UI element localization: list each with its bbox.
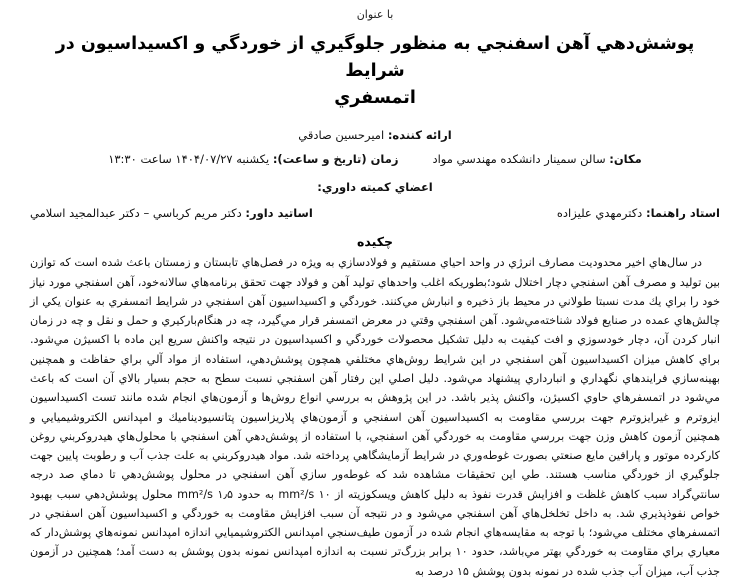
title-line-1: پوشش‌دهي آهن اسفنجي به منظور جلوگيري از خوردگي و اكسيداسيون در شرايط <box>55 34 695 82</box>
place-item <box>432 152 641 166</box>
title-line-2: اتمسفري <box>334 88 416 109</box>
place-value: سالن سمينار دانشكده مهندسي مواد <box>432 152 606 167</box>
place-label: مكان: <box>609 152 642 167</box>
presenter-row <box>28 128 722 142</box>
page-title <box>49 31 701 112</box>
abstract-heading: چكيده <box>357 234 393 250</box>
time-label: زمان (تاريخ و ساعت): <box>272 152 399 167</box>
supervisor-item <box>557 206 720 220</box>
time-value: يكشنبه ۱۴۰۴/۰۷/۲۷ ساعت ۱۳:۳۰ <box>108 152 270 167</box>
committee-row <box>28 206 722 220</box>
abstract-paragraph: در سال‌هاي اخير محدوديت مصارف انرژي در واحد احياي مستقيم و فولادسازي به ويژه در فصل‌هاي تابستان و زمستان باعث شده است كه توازن بين توليد و مصرف آهن اسفنجي دچار اختلال شود؛بطوريكه اغلب واحدهاي توليد آهن و فولاد جهت تحقق برنامه‌هاي سالانه‌خود، آهن اسفنجي مورد نياز خود را براي يك مدت نسبتا طولاني در محيط باز ذخيره و انبارش مي‌كنند. خوردگي و اكسيداسيون آهن اسفنجي در شرايط اتمسفري به عنوان يكي از چالش‌هاي عمده در صنايع فولاد شناخته‌مي‌شود. آهن اسفنجي وقتي در معرض اتمسفر قرار مي‌گيرد، چه در هنگام‌باركيري و حمل و نقل و چه در زمان انبار كردن آن، دچار خودسوزي و افت كيفيت به دليل تشكيل محصولات خوردگي و اكسيداسيون در نتيجه واكنش سريع اين ماده با اكسيژن مي‌شود. براي كاهش ميزان اكسيداسيون آهن اسفنجي در اين شرايط روش‌هاي مختلفي همچون پوشش‌دهي، استفاده از مواد آلي براي حفاظت و همچنين بهينه‌سازي فرايندهاي نگهداري و انبارداري پيشنهاد مي‌شود. دليل اصلي اين رفتار آهن اسفنجي نسبت سطح به حجم بسيار بالاي آن است كه باعث مي‌شود در اتمسفرهاي حاوي اكسيژن، واكنش پذير باشد. در اين پژوهش به بررسي انواع روش‌ها و آزمون‌هاي انجام شده مانند تست اكسيداسيون ايزوترم و غيرايزوترم جهت بررسي مقاومت به اكسيداسيون آهن اسفنجي و آزمون‌هاي پلاريزاسيون پتانسيوديناميك و امپدانس الكتروشيميايي و همچنين آزمون كاهش وزن جهت بررسي مقاومت به خوردگي آهن اسفنجي، با استفاده از پوشش‌دهي آهن اسفنجي با محلول‌هاي هيدروكربني روغن كاركرده موتور و پارافين مايع صنعتي بصورت غوطه‌وري در شرايط آزمايشگاهي پرداخته شد. مواد هيدروكربني به علت جذب آب و رطوبت پايين جهت جلوگيري از خوردگي مناسب هستند. طي اين تحقيقات مشاهده شد كه غوطه‌ور سازي آهن اسفنجي در محلول پوشش‌دهي تا دماي صد درجه سانتي‌گراد سبب كاهش غلظت و افزايش قدرت نفوذ به دليل كاهش ويسكوزيته از ۱۰ mm²/s به حدود ۱٫۵ mm²/s محلول پوشش‌دهي سبب بهبود خواص نفوذپذيري شد. به داخل تخلخل‌هاي آهن اسفنجي مي‌شود و در نتيجه آن سبب افزايش مقاومت به خوردگي و اكسيداسيون آهن اسفنجي در اتمسفرهاي مختلف مي‌شود؛ با توجه به مقايسه‌هاي انجام شده در آزمون طيف‌سنجي امپدانس الكتروشيميايي اندازه امپدانس نمونه‌هاي پوشش‌دار كه معياري براي مقاومت به خوردگي بهتر مي‌باشد، حدود ۱۰ برابر بزرگ‌تر نسبت به اندازه امپدانس نمونه بدون پوشش به دست آمد؛ همچنين در آزمون جذب آب، ميزان آب جذب شده در نمونه بدون پوشش ۱۵ درصد به <box>30 256 721 578</box>
with-title-label: با عنوان <box>356 8 394 21</box>
judges-names: دكتر مريم كرباسي – دكتر عبدالمجيد اسلامي <box>30 206 242 221</box>
supervisor-label: استاد راهنما: <box>645 206 720 221</box>
judges-item <box>30 206 313 220</box>
supervisor-name: دكترمهدي عليزاده <box>556 206 643 221</box>
presenter-name: اميرحسين صادقي <box>298 128 385 143</box>
judges-label: اساتيد داور: <box>245 206 313 221</box>
committee-heading: اعضاي كميته داوري: <box>317 180 433 195</box>
meta-row <box>28 152 722 166</box>
abstract-body <box>28 253 722 581</box>
presenter-label: ارائه كننده: <box>387 128 452 143</box>
time-item <box>108 152 398 166</box>
